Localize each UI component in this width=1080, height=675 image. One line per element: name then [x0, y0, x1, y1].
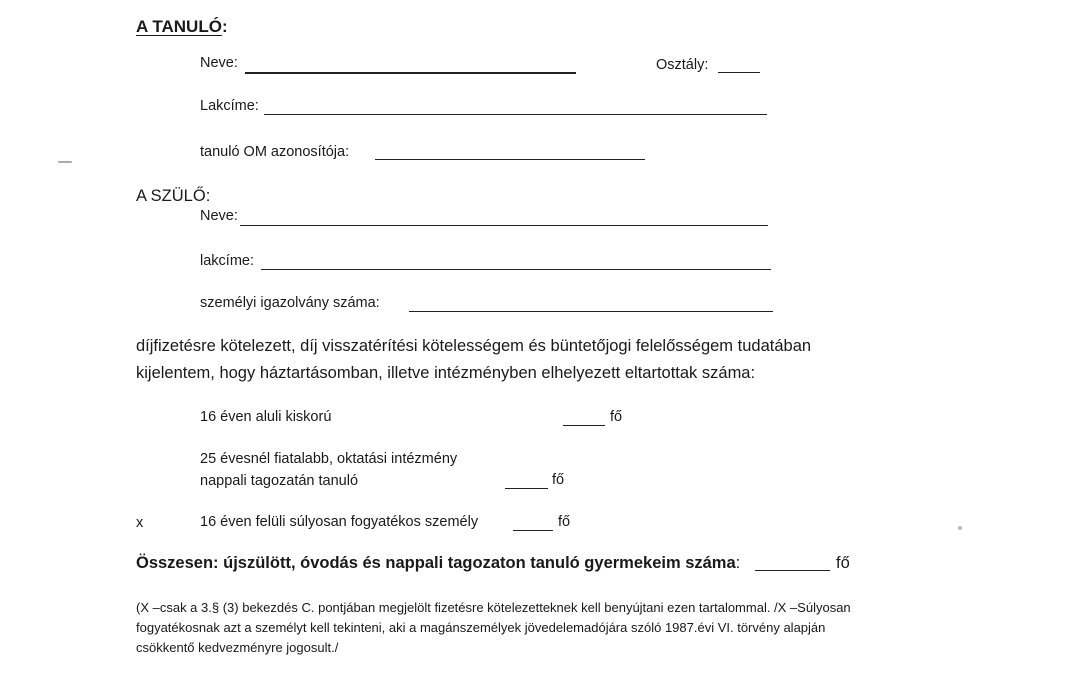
student-name-field[interactable] — [245, 72, 576, 74]
under25-label-line-1: 25 évesnél fiatalabb, oktatási intézmény — [200, 451, 458, 467]
student-address-field[interactable] — [264, 114, 767, 115]
scan-speck — [58, 161, 72, 163]
under25-count-field[interactable] — [505, 488, 548, 489]
footnote-line-3: csökkentő kedvezményre jogosult./ — [136, 640, 339, 655]
total-count-field[interactable] — [755, 570, 830, 571]
declaration-line-1: díjfizetésre kötelezett, díj visszatérítési kötelességem és büntetőjogi felelősségem tudatában — [136, 337, 812, 355]
under25-unit: fő — [552, 472, 565, 488]
under16-unit: fő — [610, 409, 623, 425]
parent-heading: A SZÜLŐ: — [136, 187, 211, 205]
disabled-marker: x — [136, 515, 144, 531]
footnote-line-2: fogyatékosnak azt a személyt kell tekinteni, aki a magánszemélyek jövedelemadójára szóló 1987.évi VI. törvény alapján — [136, 620, 826, 635]
under16-label: 16 éven aluli kiskorú — [200, 409, 332, 425]
student-heading: A TANULÓ: — [136, 17, 228, 36]
student-om-field[interactable] — [375, 159, 645, 160]
parent-address-label: lakcíme: — [200, 253, 254, 269]
student-om-label: tanuló OM azonosítója: — [200, 144, 350, 160]
under16-count-field[interactable] — [563, 425, 605, 426]
parent-address-field[interactable] — [261, 269, 771, 270]
disabled-unit: fő — [558, 514, 571, 530]
student-name-label: Neve: — [200, 55, 238, 71]
disabled-count-field[interactable] — [513, 530, 553, 531]
total-unit: fő — [836, 554, 850, 572]
student-class-field[interactable] — [718, 72, 760, 73]
disabled-label: 16 éven felüli súlyosan fogyatékos személy — [200, 514, 479, 530]
parent-id-label: személyi igazolvány száma: — [200, 295, 380, 311]
student-address-label: Lakcíme: — [200, 98, 259, 114]
parent-name-label: Neve: — [200, 208, 238, 224]
total-label: Összesen: újszülött, óvodás és nappali tagozaton tanuló gyermekeim száma: — [136, 554, 741, 572]
scan-speck — [958, 526, 962, 530]
under25-label-line-2: nappali tagozatán tanuló — [200, 473, 359, 489]
parent-id-field[interactable] — [409, 311, 773, 312]
footnote-line-1: (X –csak a 3.§ (3) bekezdés C. pontjában megjelölt fizetésre kötelezetteknek kell benyújtani ezen tartalommal. /X –Súlyosan — [136, 600, 851, 615]
parent-name-field[interactable] — [240, 225, 768, 226]
student-class-label: Osztály: — [656, 57, 709, 73]
declaration-line-2: kijelentem, hogy háztartásomban, illetve intézményben elhelyezett eltartottak száma: — [136, 364, 756, 382]
